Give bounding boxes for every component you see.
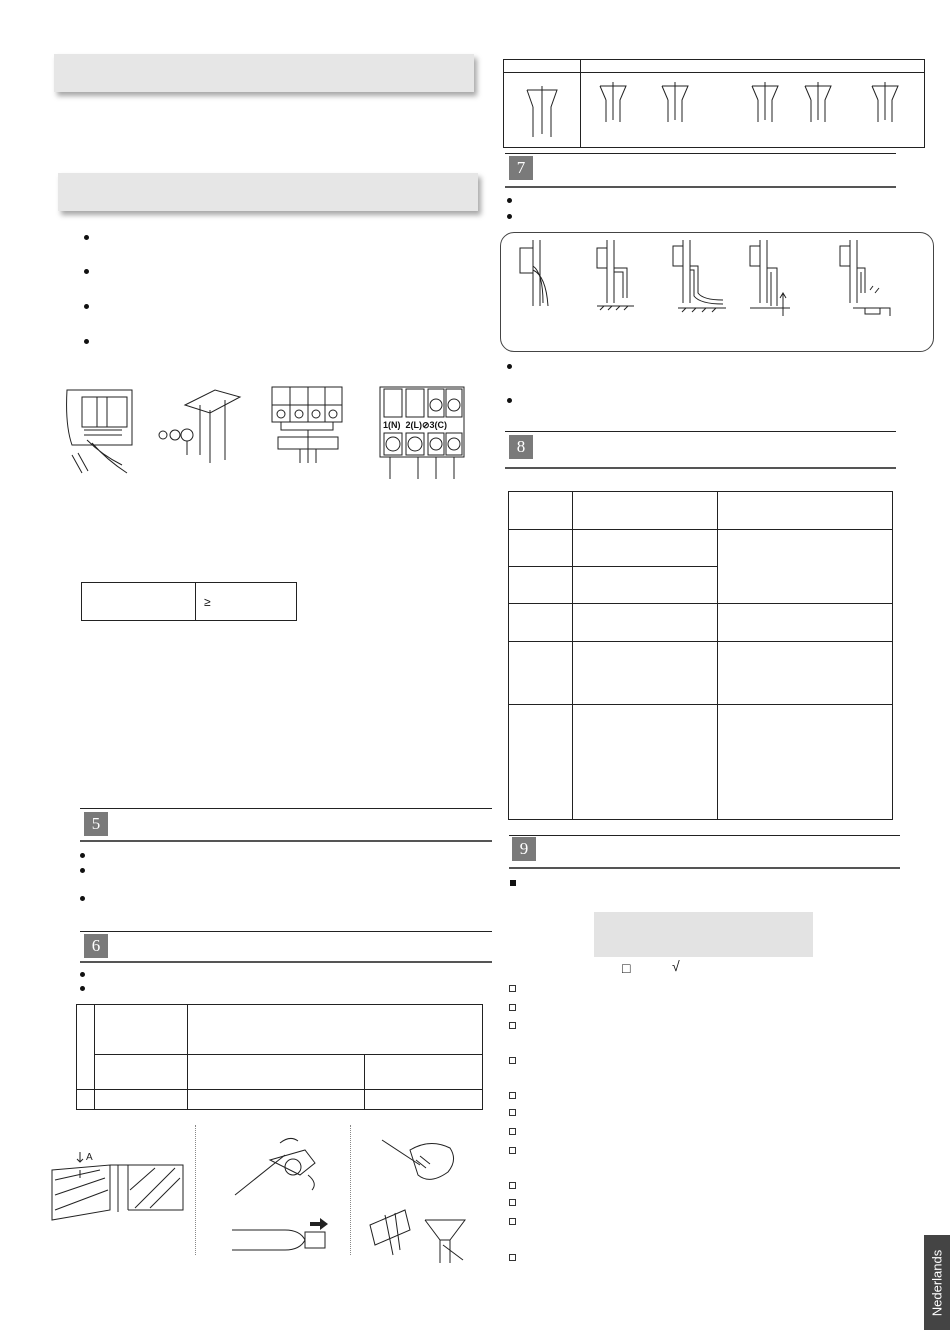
section-8-number: 8 xyxy=(509,435,533,459)
table-divider xyxy=(580,59,581,147)
checkbox[interactable] xyxy=(509,1109,516,1116)
table-cell xyxy=(365,1090,483,1110)
section-8-bottom-rule xyxy=(505,467,896,469)
section-9-number: 9 xyxy=(512,837,536,861)
square-bullet xyxy=(510,880,516,886)
hand-flare-nut-illustration xyxy=(380,1130,460,1190)
checkbox[interactable] xyxy=(509,985,516,992)
table-rule xyxy=(503,72,924,73)
section-8-top-rule xyxy=(505,431,896,432)
table-cell xyxy=(77,1005,95,1090)
dotted-divider xyxy=(350,1125,351,1255)
bullet xyxy=(80,986,85,991)
svg-text:A: A xyxy=(86,1152,93,1163)
table-cell xyxy=(718,492,893,530)
table-cell xyxy=(509,705,573,820)
section-6-number: 6 xyxy=(84,934,108,958)
bullet xyxy=(84,269,89,274)
terminal-strip-illustration xyxy=(270,385,345,465)
bullet xyxy=(80,896,85,901)
section-5-bottom-rule xyxy=(80,840,492,842)
drain-example-3 xyxy=(668,238,728,313)
table-cell xyxy=(573,604,718,642)
table-cell xyxy=(77,1090,95,1110)
table-cell xyxy=(509,604,573,642)
table-cell xyxy=(509,567,573,604)
table-cell xyxy=(573,567,718,604)
language-side-tab xyxy=(924,1235,950,1330)
table-cell xyxy=(573,705,718,820)
bullet xyxy=(80,868,85,873)
drain-example-5 xyxy=(835,238,895,318)
bullet xyxy=(84,339,89,344)
flare-correct-illustration xyxy=(525,82,560,142)
test-run-table xyxy=(508,491,893,820)
table-cell xyxy=(188,1090,365,1110)
cable-table-label-cell xyxy=(82,583,196,621)
table-cell xyxy=(509,492,573,530)
flaring-tool-illustration xyxy=(365,1205,475,1265)
checklist-legend-box: □ xyxy=(622,960,631,976)
checkbox[interactable] xyxy=(509,1057,516,1064)
table-cell xyxy=(95,1090,188,1110)
section-6-bottom-rule xyxy=(80,961,492,963)
section-7-number: 7 xyxy=(509,156,533,180)
section-5-number: 5 xyxy=(84,812,108,836)
bullet xyxy=(507,198,512,203)
bullet xyxy=(507,214,512,219)
checklist-legend-check: √ xyxy=(672,958,680,974)
dotted-divider xyxy=(195,1125,196,1255)
flare-defect-illustration-5 xyxy=(870,80,900,125)
drain-example-4 xyxy=(745,238,795,318)
table-cell xyxy=(573,492,718,530)
checkbox[interactable] xyxy=(509,1254,516,1261)
greater-equal-symbol: ≥ xyxy=(204,594,211,609)
bullet xyxy=(84,304,89,309)
table-cell xyxy=(573,642,718,705)
flare-defect-illustration-1 xyxy=(598,80,628,125)
flare-dimension-table xyxy=(76,1004,483,1110)
section-9-bottom-rule xyxy=(509,867,900,869)
table-cell xyxy=(718,604,893,642)
bullet xyxy=(507,398,512,403)
table-cell xyxy=(95,1005,188,1055)
checkbox[interactable] xyxy=(509,1182,516,1189)
section-7-top-rule xyxy=(505,153,896,154)
terminal-block-illustration xyxy=(378,385,468,480)
table-cell xyxy=(188,1005,483,1055)
cable-table-value-cell xyxy=(196,583,297,621)
checkbox[interactable] xyxy=(509,1092,516,1099)
table-cell xyxy=(509,642,573,705)
ground-screw-illustration xyxy=(155,385,240,465)
bullet xyxy=(84,235,89,240)
header-banner-1 xyxy=(54,54,474,92)
language-label: Nederlands xyxy=(929,1249,945,1316)
table-cell xyxy=(365,1055,483,1090)
bullet xyxy=(507,364,512,369)
checkbox[interactable] xyxy=(509,1128,516,1135)
checkbox[interactable] xyxy=(509,1022,516,1029)
section-5-top-rule xyxy=(80,808,492,809)
table-cell xyxy=(718,642,893,705)
section-7-bottom-rule xyxy=(505,186,896,188)
checklist-header-box xyxy=(594,912,813,957)
table-cell xyxy=(718,530,893,604)
pipe-deburr-illustration xyxy=(230,1220,330,1255)
terminal-labels: 1(N) 2(L)⊘3(C) xyxy=(383,420,448,430)
cable-size-table xyxy=(81,582,297,621)
header-banner-2 xyxy=(58,173,478,211)
table-cell xyxy=(573,530,718,567)
indoor-unit-panel-illustration xyxy=(62,385,137,480)
table-cell xyxy=(95,1055,188,1090)
flare-defect-illustration-4 xyxy=(803,80,833,125)
section-6-top-rule xyxy=(80,931,492,932)
checkbox[interactable] xyxy=(509,1218,516,1225)
checkbox[interactable] xyxy=(509,1199,516,1206)
table-cell xyxy=(718,705,893,820)
checkbox[interactable] xyxy=(509,1004,516,1011)
pipe-cutter-illustration xyxy=(230,1135,325,1200)
table-cell xyxy=(188,1055,365,1090)
section-9-top-rule xyxy=(509,835,900,836)
checkbox[interactable] xyxy=(509,1147,516,1154)
bullet xyxy=(80,972,85,977)
flare-defect-illustration-3 xyxy=(750,80,780,125)
drain-example-1 xyxy=(518,238,558,308)
table-cell xyxy=(509,530,573,567)
drain-example-2 xyxy=(592,238,637,313)
pipe-cut-illustration xyxy=(50,1140,185,1225)
flare-defect-illustration-2 xyxy=(660,80,690,125)
bullet xyxy=(80,853,85,858)
